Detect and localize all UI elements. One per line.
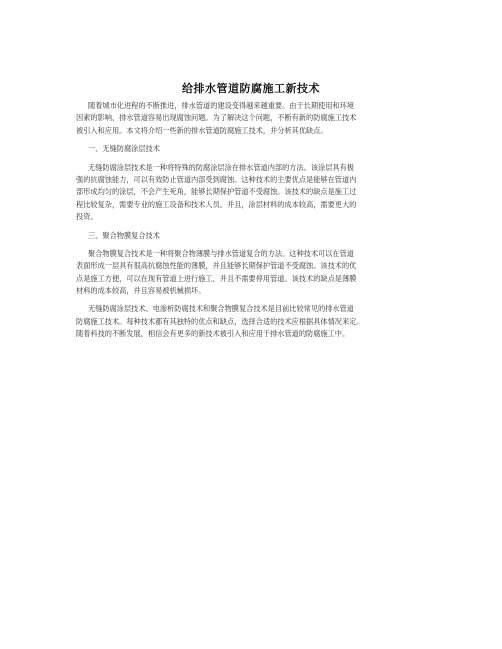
text-line: 部形成均匀的涂层，不会产生死角，能够长期保护管道不受腐蚀。该技术的缺点是施工过 bbox=[76, 187, 357, 197]
document-body bbox=[76, 100, 436, 341]
text-line: 防腐施工技术。每种技术都有其独特的优点和缺点，选择合适的技术应根据具体情况来定。 bbox=[76, 316, 364, 326]
text-line: 点是施工方便，可以在现有管道上进行施工，并且不需要停用管道。该技术的缺点是薄膜 bbox=[76, 273, 357, 283]
text-line: 表面形成一层具有很高抗腐蚀性能的薄膜，并且能够长期保护管道不受腐蚀。该技术的优 bbox=[76, 261, 357, 271]
text-line: 无缝防腐涂层技术、电渗析防腐技术和聚合物膜复合技术是目前比较常见的排水管道 bbox=[88, 304, 354, 314]
text-line: 材料的成本较高，并且容易被机械损坏。 bbox=[76, 286, 206, 296]
document-title: 给排水管道防腐施工新技术 bbox=[182, 82, 320, 95]
text-line: 程比较复杂，需要专业的施工设备和技术人员。并且，涂层材料的成本较高，需要更大的 bbox=[76, 199, 357, 209]
text-line: 强的抗腐蚀能力，可以有效防止管道内部受到腐蚀。这种技术的主要优点是能够在管道内 bbox=[76, 174, 357, 184]
text-line: 一、无缝防腐涂层技术 bbox=[88, 144, 160, 154]
text-line: 随着科技的不断发展，相信会有更多的新技术被引入和应用于排水管道的防腐施工中。 bbox=[76, 329, 350, 339]
text-line: 聚合物膜复合技术是一种将聚合物薄膜与排水管道复合的方法。这种技术可以在管道 bbox=[88, 248, 354, 258]
text-line: 无缝防腐涂层技术是一种将特殊的防腐涂层涂在排水管道内部的方法。该涂层具有极 bbox=[88, 162, 354, 172]
text-line: 投资。 bbox=[76, 212, 98, 222]
text-line: 因素的影响，排水管道容易出现腐蚀问题。为了解决这个问题，不断有新的防腐施工技术 bbox=[76, 113, 357, 123]
text-line: 随着城市化进程的不断推进，排水管道的建设变得越来越重要。由于长期使用和环境 bbox=[88, 101, 354, 110]
text-line: 三、聚合物膜复合技术 bbox=[88, 230, 160, 240]
text-line: 被引入和应用。本文将介绍一些新的排水管道防腐施工技术，并分析其优缺点。 bbox=[76, 125, 328, 135]
